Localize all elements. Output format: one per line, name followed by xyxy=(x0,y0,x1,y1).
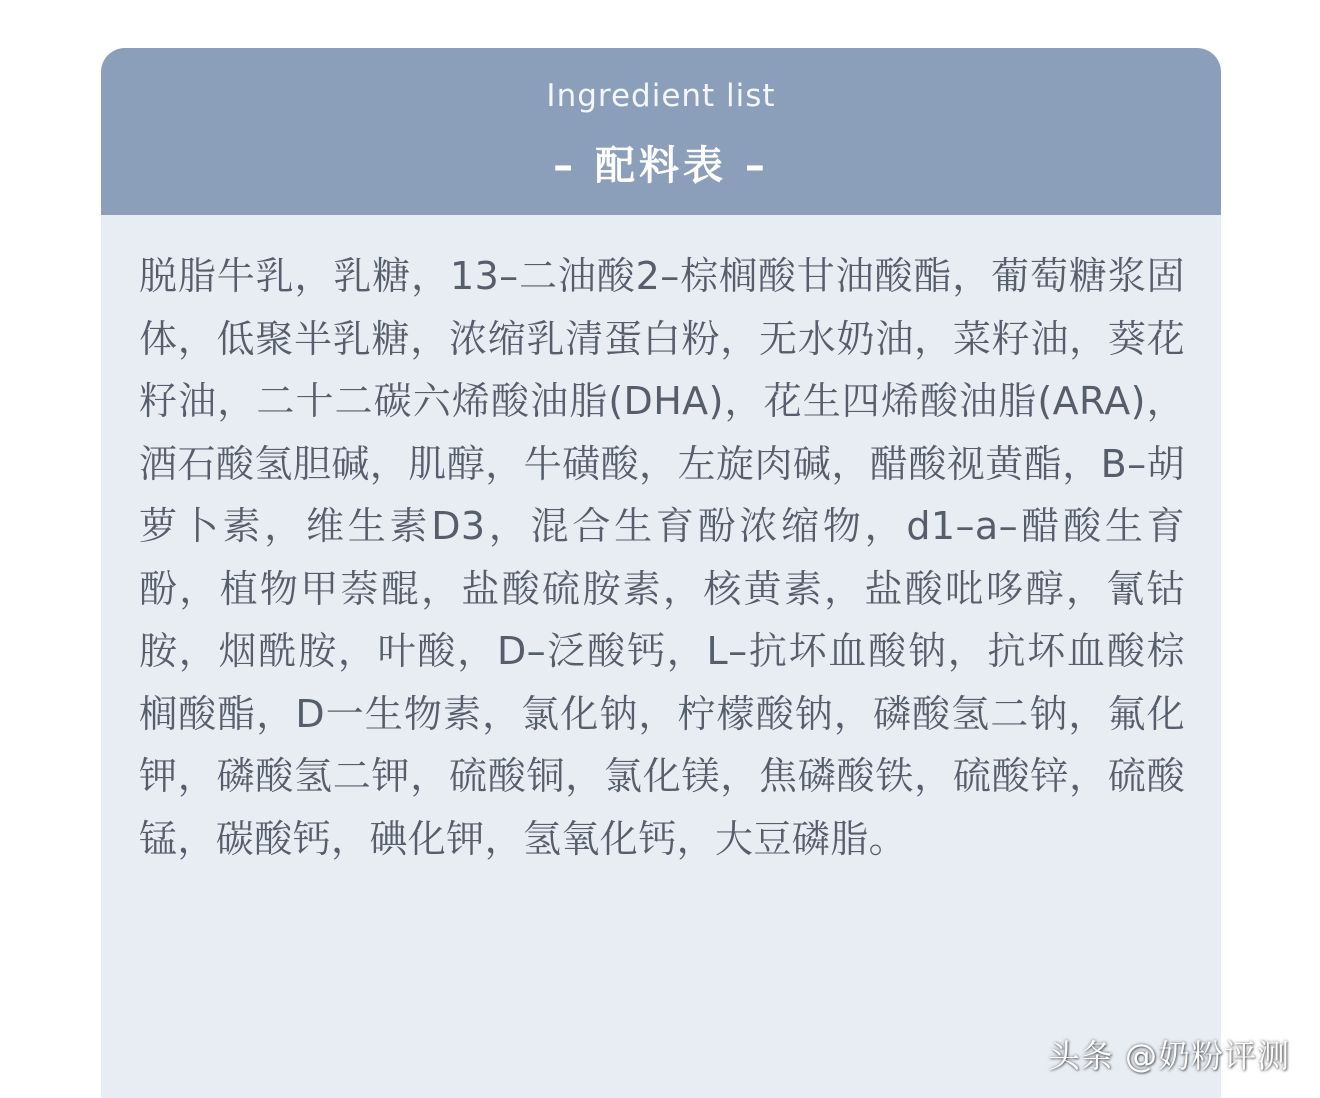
watermark: 头条 @奶粉评测 xyxy=(1047,1037,1290,1075)
ingredient-card xyxy=(101,48,1221,1098)
card-body xyxy=(101,215,1221,870)
ingredient-list-text: 脱脂牛乳，乳糖，13–二油酸2–棕榈酸甘油酸酯，葡萄糖浆固体，低聚半乳糖，浓缩乳清蛋白粉，无水奶油，菜籽油，葵花籽油，二十二碳六烯酸油脂(DHA)，花生四烯酸油脂(ARA)，酒石酸氢胆碱，肌醇，牛磺酸，左旋肉碱，醋酸视黄酯，B–胡萝卜素，维生素D3，混合生育酚浓缩物，d1–a–醋酸生育酚，植物甲萘醌，盐酸硫胺素，核黄素，盐酸吡哆醇，氰钴胺，烟酰胺，叶酸，D–泛酸钙，L–抗坏血酸钠，抗坏血酸棕榈酸酯，D一生物素，氯化钠，柠檬酸钠，磷酸氢二钠，氟化钾，磷酸氢二钾，硫酸铜，氯化镁，焦磷酸铁，硫酸锌，硫酸锰，碳酸钙，碘化钾，氢氧化钙，大豆磷脂。 xyxy=(139,254,1185,861)
card-title: – 配料表 – xyxy=(553,143,769,189)
card-header xyxy=(101,48,1221,215)
card-subtitle: Ingredient list xyxy=(546,78,776,114)
